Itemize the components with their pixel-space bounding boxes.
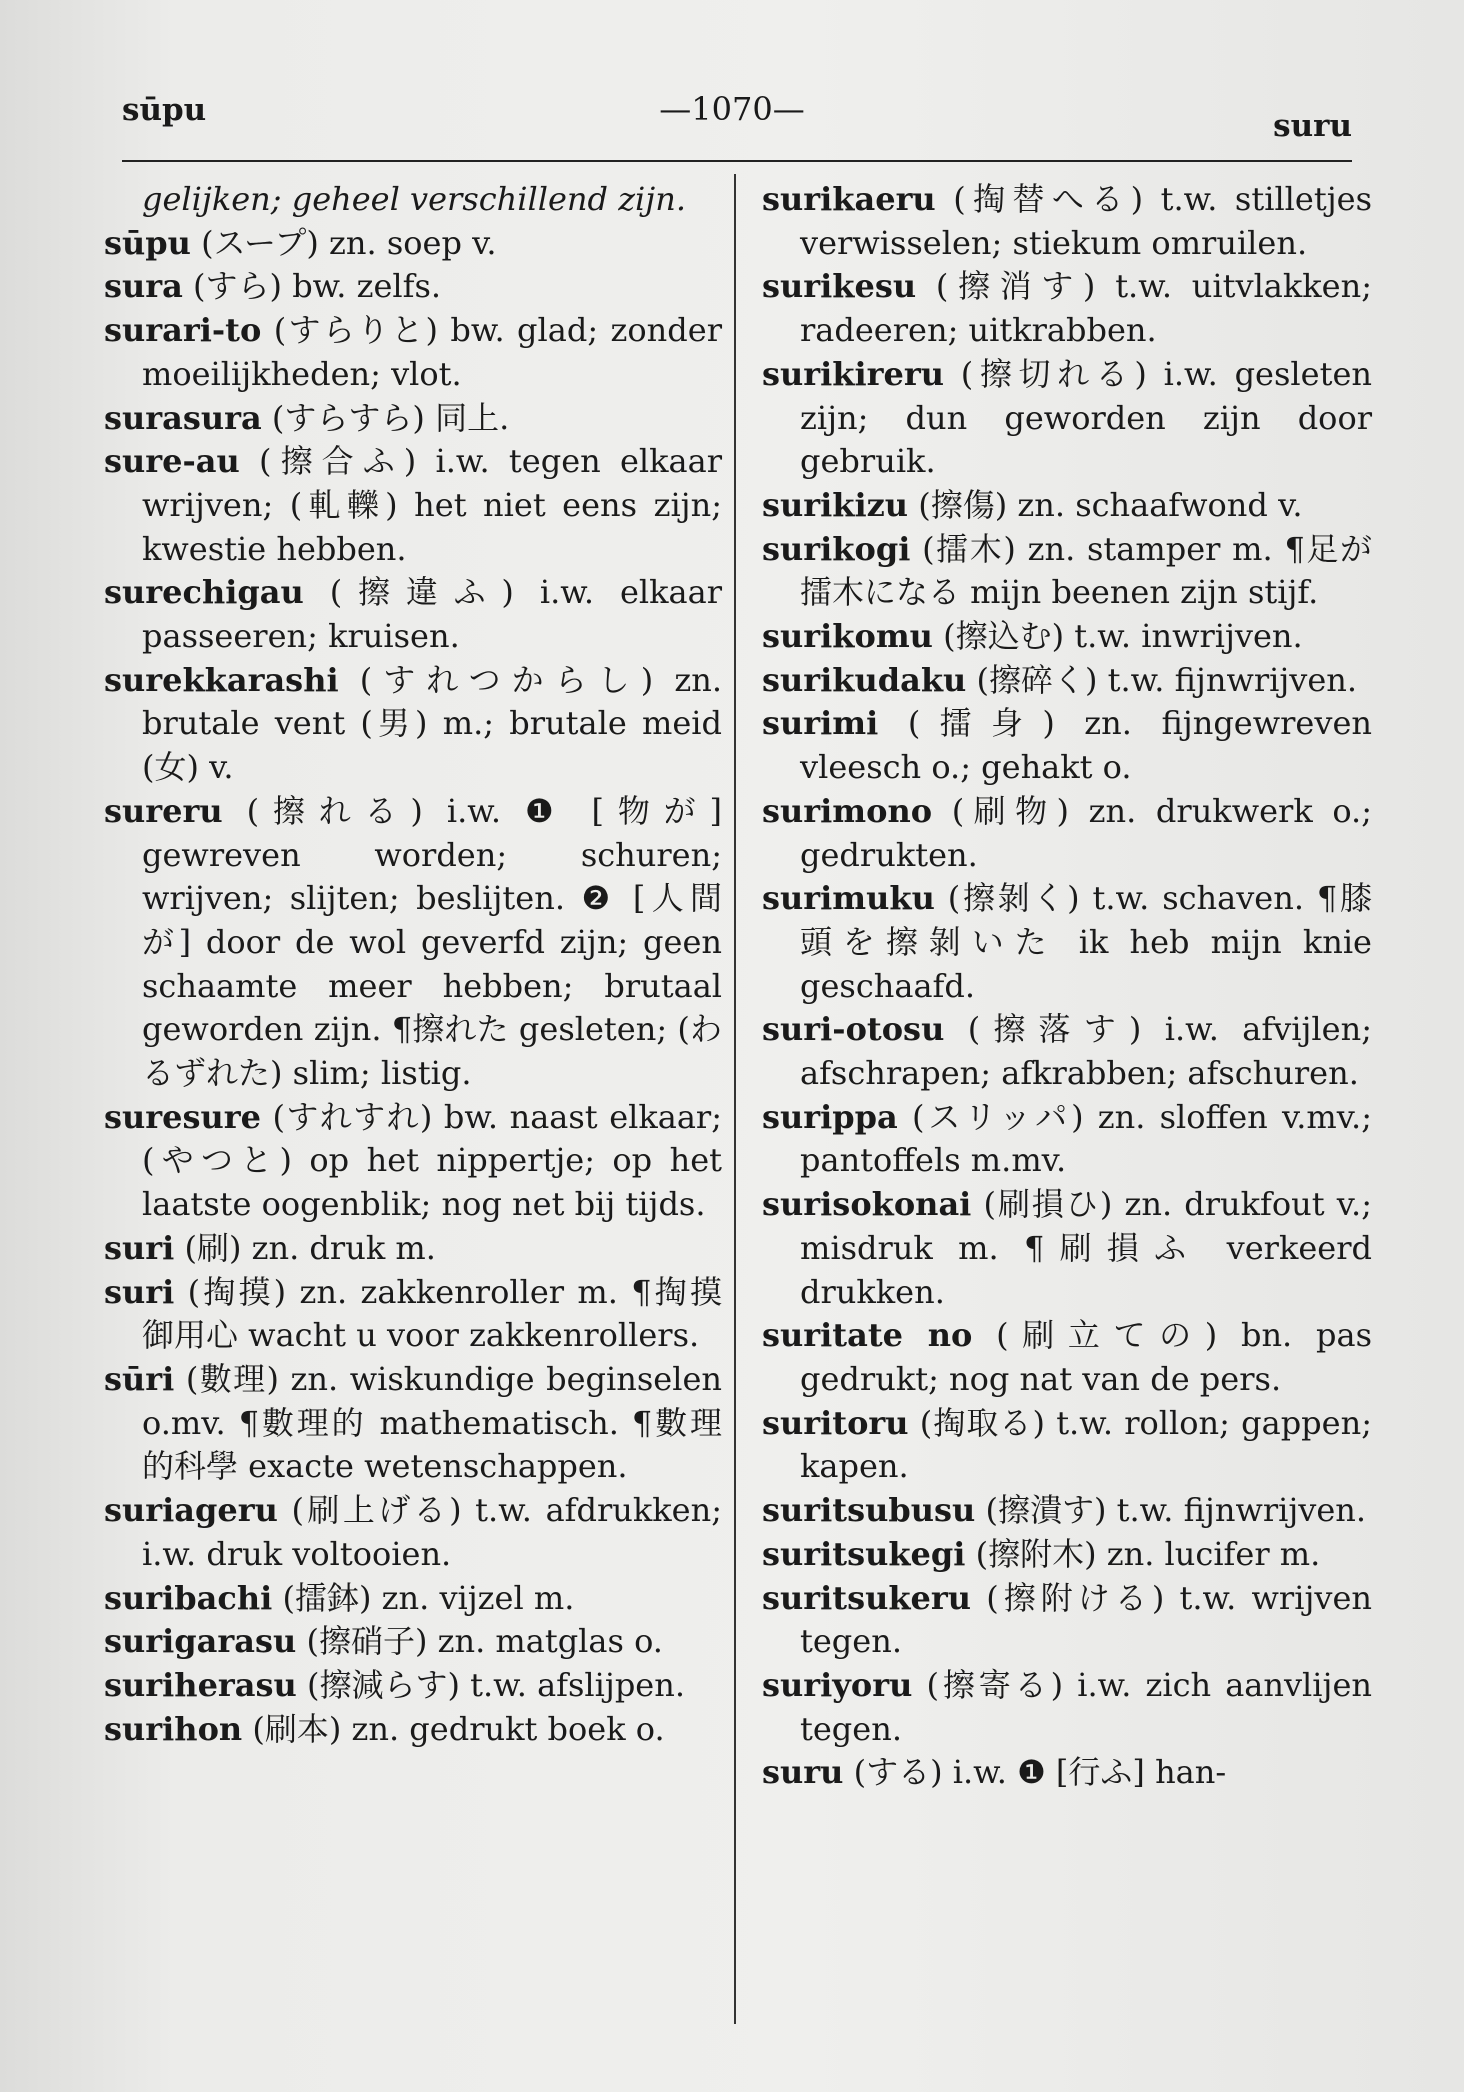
entry-headword: surikomu: [762, 617, 933, 656]
entry-headword: suriherasu: [104, 1665, 297, 1704]
entry-headword: sura: [104, 267, 183, 306]
dictionary-entry: [762, 1577, 1372, 1664]
entry-headword: surikaeru: [762, 180, 936, 218]
entry-headword: sūri: [104, 1359, 175, 1398]
entry-definition: (擂木) zn. stamper m. ¶足が擂木になる mijn beenen zijn stijf.: [800, 529, 1372, 612]
entry-definition: (すらりと) bw. glad; zonder moeilijkheden; vlot.: [142, 311, 722, 393]
entry-headword: surimi: [762, 704, 879, 743]
dictionary-entry: [104, 1358, 722, 1489]
dictionary-entry: [762, 1664, 1372, 1751]
entry-headword: suru: [762, 1753, 844, 1792]
entry-headword: suri: [104, 1272, 175, 1311]
dictionary-entry: [104, 309, 722, 396]
dictionary-entry: [762, 790, 1372, 877]
dictionary-entry: [762, 659, 1372, 703]
entry-definition: (刷物) zn. drukwerk o.; gedrukten.: [800, 791, 1372, 874]
entry-headword: surippa: [762, 1097, 898, 1136]
entry-definition: (擦碎く) t.w. fijnwrijven.: [976, 660, 1358, 699]
dictionary-entry: [104, 571, 722, 658]
entry-headword: suribachi: [104, 1578, 273, 1617]
dictionary-entry: [762, 1489, 1372, 1533]
entry-definition: (數理) zn. wiskundige beginselen o.mv. ¶數理的 mathematisch. ¶數理的科學 exacte wetenschappen.: [142, 1359, 722, 1486]
dictionary-entry: [104, 790, 722, 1096]
dictionary-entry: [104, 265, 722, 309]
entry-definition: (刷上げる) t.w. afdrukken; i.w. druk voltooien.: [142, 1491, 722, 1573]
dictionary-entry: [104, 1271, 722, 1358]
entry-headword: surisokonai: [762, 1185, 972, 1224]
entry-headword: sure-au: [104, 442, 240, 481]
entry-headword: suri: [104, 1228, 175, 1267]
entry-definition: (する) i.w. ❶ [行ふ] han-: [853, 1753, 1227, 1792]
entry-definition: (擦合ふ) i.w. tegen elkaar wrijven; (軋轢) het niet eens zijn; kwestie hebben.: [142, 442, 722, 568]
entry-definition: (刷本) zn. gedrukt boek o.: [252, 1709, 665, 1748]
entry-definition: (擦傷) zn. schaafwond v.: [918, 485, 1303, 524]
entry-headword: suritoru: [762, 1403, 909, 1442]
entry-headword: surasura: [104, 398, 262, 437]
dictionary-entry: [762, 1096, 1372, 1183]
entry-definition: (すれつからし) zn. brutale vent (男) m.; brutale meid (女) v.: [142, 660, 722, 787]
entry-definition: (擦れる) i.w. ❶ [物が] gewreven worden; schuren; wrijven; slijten; beslijten. ❷ [人間が] door de wol geverfd zijn; geen schaamte meer hebben; brutaal geworden zijn. ¶擦れた gesleten; (わるずれた) slim; listig.: [142, 791, 722, 1093]
entry-headword: surimono: [762, 791, 933, 830]
dictionary-entry: [104, 1227, 722, 1271]
dictionary-entry: [104, 222, 722, 266]
entry-headword: surikudaku: [762, 660, 967, 699]
entry-definition: (掏替へる) t.w. stilletjes verwisselen; stiekum omruilen.: [800, 180, 1372, 262]
dictionary-entry: [762, 353, 1372, 484]
dictionary-entry: [104, 1096, 722, 1227]
entry-definition: (擦潰す) t.w. fijnwrijven.: [985, 1491, 1367, 1530]
left-column: [104, 178, 722, 1751]
entry-headword: surekkarashi: [104, 660, 339, 699]
entry-headword: suriyoru: [762, 1665, 913, 1704]
dictionary-entry: [762, 1183, 1372, 1314]
entry-headword: surimuku: [762, 879, 935, 918]
entry-headword: surihon: [104, 1709, 243, 1748]
entry-headword: suritsukeru: [762, 1578, 972, 1617]
dictionary-entry: [104, 440, 722, 571]
dictionary-entry: [104, 1708, 722, 1752]
entry-headword: surikizu: [762, 485, 909, 524]
dictionary-entry: [762, 484, 1372, 528]
dictionary-entry: [762, 1533, 1372, 1577]
entry-definition: (擦剝く) t.w. schaven. ¶膝頭を擦剝いた ik heb mijn knie geschaafd.: [800, 879, 1372, 1005]
dictionary-entry: [762, 1402, 1372, 1489]
entry-definition: (すらすら) 同上.: [271, 398, 510, 437]
header-left-guide-word: sūpu: [122, 92, 207, 128]
entry-definition: (スリッパ) zn. sloffen v.mv.; pantoffels m.mv.: [800, 1097, 1372, 1180]
entry-definition: (擦込む) t.w. inwrijven.: [943, 617, 1303, 656]
entry-headword: suritsukegi: [762, 1534, 966, 1573]
entry-definition: (擂身) zn. fijngewreven vleesch o.; gehakt o.: [800, 704, 1372, 787]
entry-definition: (擂鉢) zn. vijzel m.: [282, 1578, 575, 1617]
dictionary-entry: [762, 615, 1372, 659]
dictionary-entry: [762, 1751, 1372, 1795]
left-entry-list: [104, 222, 722, 1752]
entry-headword: sureru: [104, 791, 223, 830]
entry-definition: (擦切れる) i.w. gesleten zijn; dun geworden zijn door gebruik.: [800, 354, 1372, 481]
entry-headword: surigarasu: [104, 1622, 297, 1661]
dictionary-entry: [762, 1314, 1372, 1401]
entry-headword: sūpu: [104, 223, 191, 262]
entry-definition: (擦附木) zn. lucifer m.: [975, 1534, 1321, 1573]
entry-definition: (刷損ひ) zn. drukfout v.; misdruk m. ¶刷損ふ verkeerd drukken.: [800, 1185, 1372, 1311]
entry-definition: (擦附ける) t.w. wrijven tegen.: [800, 1578, 1372, 1661]
entry-definition: (スープ) zn. soep v.: [201, 223, 497, 262]
entry-definition: (擦硝子) zn. matglas o.: [306, 1622, 663, 1661]
entry-headword: suritsubusu: [762, 1491, 976, 1530]
header-rule: [122, 160, 1352, 162]
entry-definition: (刷立ての) bn. pas gedrukt; nog nat van de pers.: [800, 1316, 1373, 1398]
entry-definition: (擦消す) t.w. uitvlakken; radeeren; uitkrabben.: [800, 267, 1372, 350]
entry-headword: surechigau: [104, 573, 304, 612]
entry-definition: (すら) bw. zelfs.: [193, 267, 442, 306]
entry-definition: (擦違ふ) i.w. elkaar passeeren; kruisen.: [142, 573, 722, 656]
dictionary-entry: [104, 1577, 722, 1621]
dictionary-entry: [762, 178, 1372, 265]
page-number: —1070—: [659, 90, 805, 128]
dictionary-entry: [104, 1620, 722, 1664]
entry-headword: suriageru: [104, 1491, 278, 1530]
entry-definition: (すれすれ) bw. naast elkaar; (やつと) op het nippertje; op het laatste oogenblik; nog net bij tijds.: [142, 1097, 722, 1224]
right-entry-list: [762, 178, 1372, 1795]
entry-headword: surikesu: [762, 267, 917, 306]
entry-headword: suritate no: [762, 1316, 973, 1355]
right-column: [762, 178, 1372, 1795]
dictionary-entry: [762, 1008, 1372, 1095]
entry-headword: surikireru: [762, 354, 944, 393]
entry-definition: (刷) zn. druk m.: [184, 1228, 436, 1267]
dictionary-entry: [762, 702, 1372, 789]
dictionary-entry: [104, 1664, 722, 1708]
continuation-text: gelijken; geheel verschillend zijn.: [142, 180, 686, 218]
dictionary-entry: [104, 659, 722, 790]
entry-headword: surikogi: [762, 529, 911, 568]
entry-headword: suri-otosu: [762, 1010, 945, 1049]
dictionary-entry: [762, 528, 1372, 615]
entry-headword: surari-to: [104, 311, 262, 350]
entry-definition: (擦減らす) t.w. afslijpen.: [306, 1665, 686, 1704]
dictionary-entry: [762, 877, 1372, 1008]
header-right-guide-word: suru: [1273, 108, 1352, 144]
dictionary-entry: [104, 397, 722, 441]
entry-definition: (擦寄る) i.w. zich aanvlijen tegen.: [800, 1665, 1372, 1748]
dictionary-entry: [104, 1489, 722, 1576]
entry-definition: (掏取る) t.w. rollon; gappen; kapen.: [800, 1403, 1372, 1486]
entry-definition: (擦落す) i.w. afvijlen; afschrapen; afkrabben; afschuren.: [800, 1010, 1372, 1093]
entry-definition: (掏摸) zn. zakkenroller m. ¶掏摸御用心 wacht u voor zakkenrollers.: [142, 1272, 722, 1355]
column-divider: [734, 174, 736, 2024]
entry-headword: suresure: [104, 1097, 261, 1136]
dictionary-entry: [762, 265, 1372, 352]
